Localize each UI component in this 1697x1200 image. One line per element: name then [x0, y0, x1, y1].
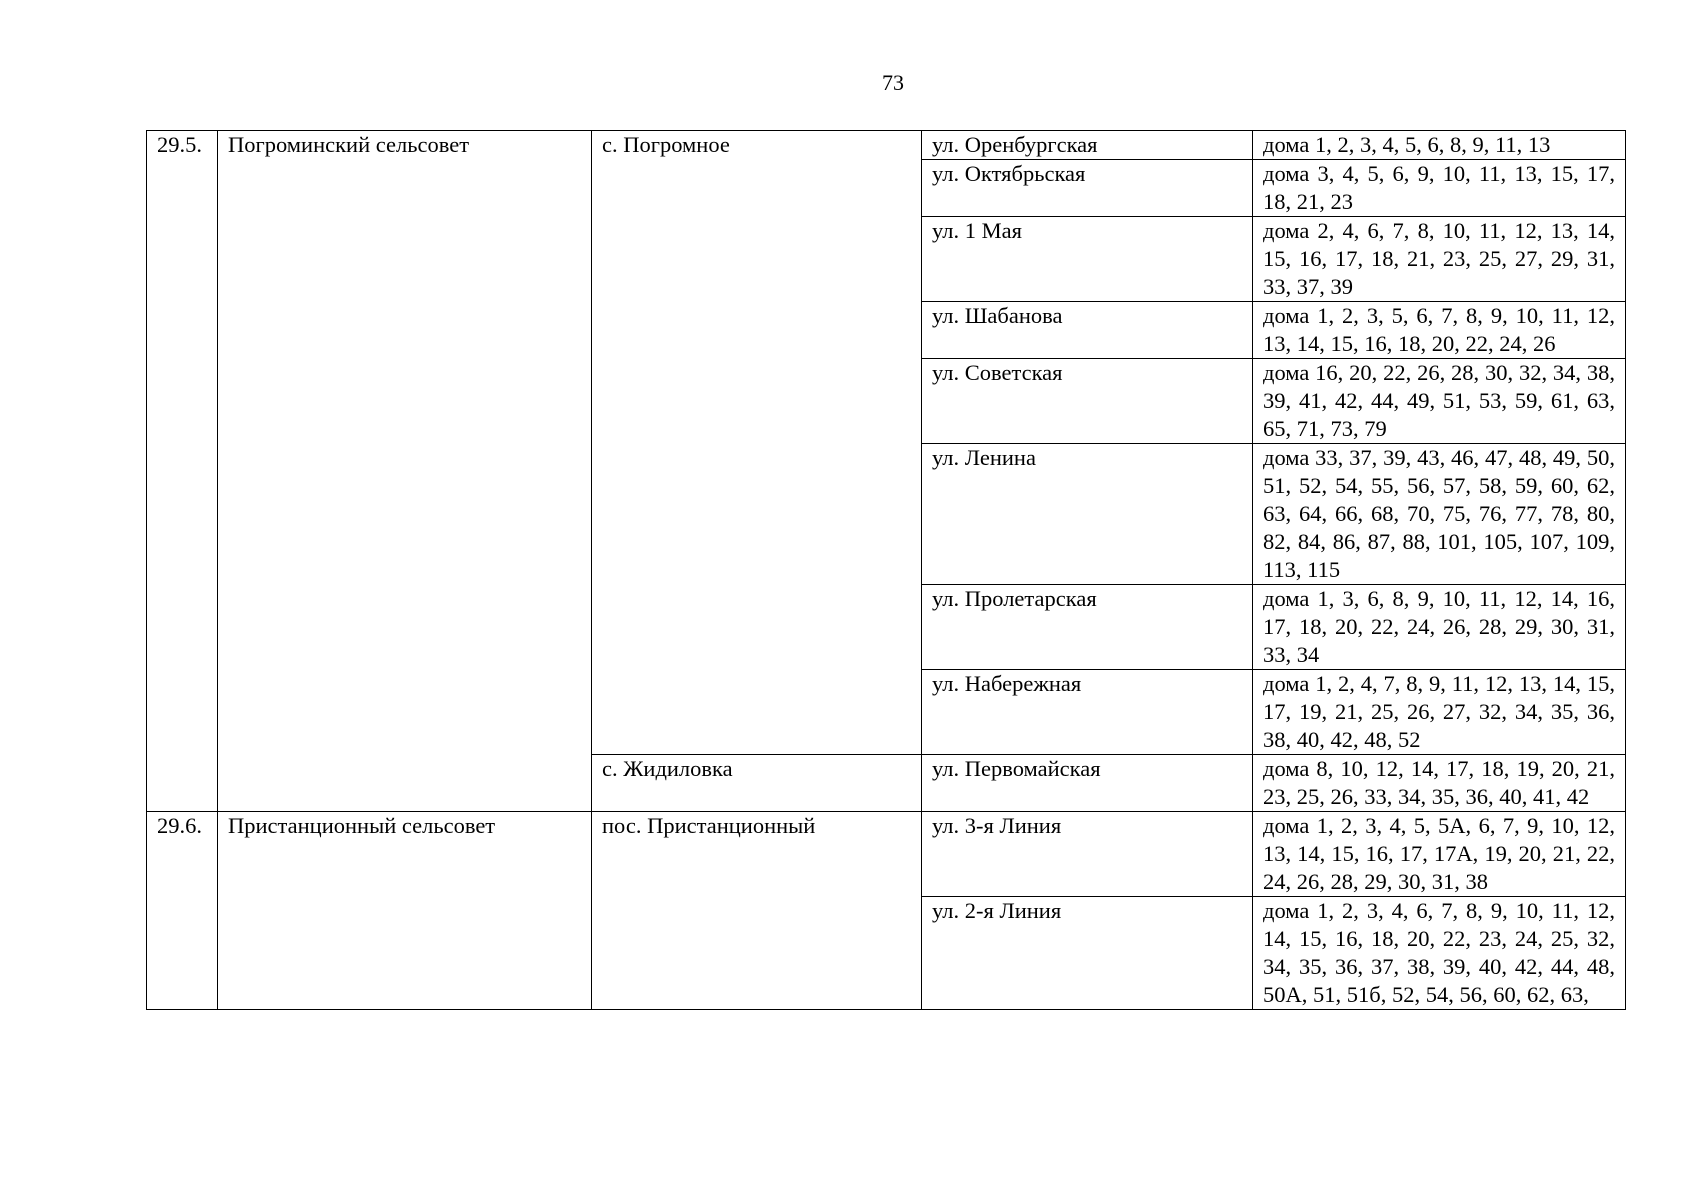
street-name: ул. Шабанова: [922, 302, 1253, 359]
street-name: ул. Ленина: [922, 444, 1253, 585]
table-row: [147, 812, 1626, 897]
house-numbers: дома 2, 4, 6, 7, 8, 10, 11, 12, 13, 14, 15, 16, 17, 18, 21, 23, 25, 27, 29, 31, 33, 37, 39: [1253, 217, 1626, 302]
settlement-name: пос. Пристанционный: [592, 812, 922, 1010]
house-numbers: дома 1, 2, 3, 4, 5, 6, 8, 9, 11, 13: [1253, 131, 1626, 160]
house-numbers: дома 3, 4, 5, 6, 9, 10, 11, 13, 15, 17, 18, 21, 23: [1253, 160, 1626, 217]
section-number: 29.5.: [147, 131, 218, 812]
council-name: Пристанционный сельсовет: [218, 812, 592, 1010]
house-numbers: дома 33, 37, 39, 43, 46, 47, 48, 49, 50, 51, 52, 54, 55, 56, 57, 58, 59, 60, 62, 63, 64, 66, 68, 70, 75, 76, 77, 78, 80, 82, 84, 86, 87, 88, 101, 105, 107, 109, 113, 115: [1253, 444, 1626, 585]
house-numbers: дома 1, 3, 6, 8, 9, 10, 11, 12, 14, 16, 17, 18, 20, 22, 24, 26, 28, 29, 30, 31, 33, 34: [1253, 585, 1626, 670]
street-name: ул. Октябрьская: [922, 160, 1253, 217]
street-name: ул. Советская: [922, 359, 1253, 444]
house-numbers: дома 1, 2, 3, 5, 6, 7, 8, 9, 10, 11, 12, 13, 14, 15, 16, 18, 20, 22, 24, 26: [1253, 302, 1626, 359]
house-numbers: дома 1, 2, 3, 4, 6, 7, 8, 9, 10, 11, 12, 14, 15, 16, 18, 20, 22, 23, 24, 25, 32, 34, 35, 36, 37, 38, 39, 40, 42, 44, 48, 50А, 51, 51б, 52, 54, 56, 60, 62, 63,: [1253, 897, 1626, 1010]
settlement-name: с. Погромное: [592, 131, 922, 755]
settlement-name: с. Жидиловка: [592, 755, 922, 812]
house-numbers: дома 8, 10, 12, 14, 17, 18, 19, 20, 21, 23, 25, 26, 33, 34, 35, 36, 40, 41, 42: [1253, 755, 1626, 812]
council-name: Погроминский сельсовет: [218, 131, 592, 812]
table-row: [147, 131, 1626, 160]
street-name: ул. Оренбургская: [922, 131, 1253, 160]
street-name: ул. 1 Мая: [922, 217, 1253, 302]
street-name: ул. Первомайская: [922, 755, 1253, 812]
address-table: [146, 130, 1626, 1010]
house-numbers: дома 1, 2, 4, 7, 8, 9, 11, 12, 13, 14, 15, 17, 19, 21, 25, 26, 27, 32, 34, 35, 36, 38, 40, 42, 48, 52: [1253, 670, 1626, 755]
section-number: 29.6.: [147, 812, 218, 1010]
street-name: ул. Пролетарская: [922, 585, 1253, 670]
street-name: ул. Набережная: [922, 670, 1253, 755]
page-number: 73: [882, 70, 904, 95]
house-numbers: дома 16, 20, 22, 26, 28, 30, 32, 34, 38, 39, 41, 42, 44, 49, 51, 53, 59, 61, 63, 65, 71, 73, 79: [1253, 359, 1626, 444]
street-name: ул. 3-я Линия: [922, 812, 1253, 897]
street-name: ул. 2-я Линия: [922, 897, 1253, 1010]
house-numbers: дома 1, 2, 3, 4, 5, 5А, 6, 7, 9, 10, 12, 13, 14, 15, 16, 17, 17А, 19, 20, 21, 22, 24, 26, 28, 29, 30, 31, 38: [1253, 812, 1626, 897]
